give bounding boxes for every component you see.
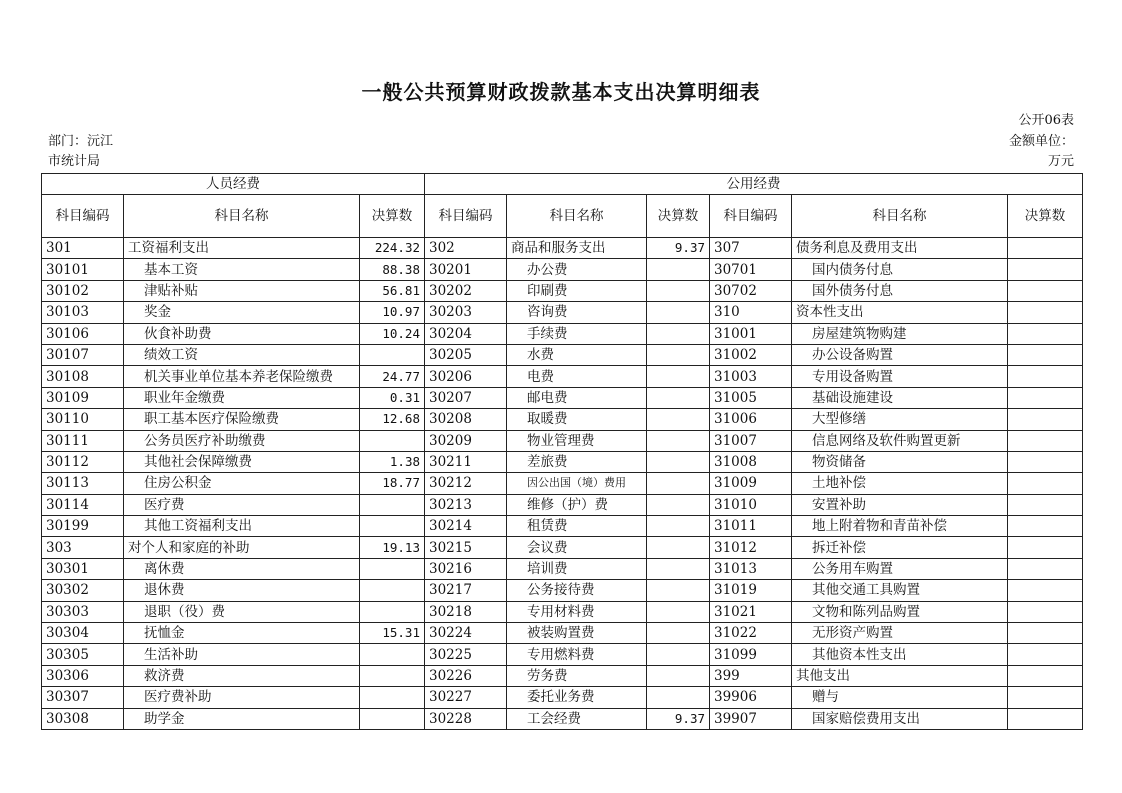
- table-row: [42, 644, 1083, 665]
- goods-services-amount-cell: [647, 473, 710, 494]
- goods-services-code-cell: 302: [425, 238, 507, 259]
- capital-other-name-cell: 办公设备购置: [792, 344, 1008, 365]
- personnel-name-cell: 津贴补贴: [124, 280, 360, 301]
- goods-services-amount-cell: [647, 430, 710, 451]
- table-row: [42, 430, 1083, 451]
- goods-services-amount-cell: [647, 537, 710, 558]
- personnel-code-cell: 30103: [42, 302, 124, 323]
- capital-other-name-cell: 文物和陈列品购置: [792, 601, 1008, 622]
- personnel-name-cell: 救济费: [124, 665, 360, 686]
- personnel-amount-cell: 15.31: [360, 623, 425, 644]
- capital-other-amount-cell: [1008, 665, 1083, 686]
- column-header-name: 科目名称: [792, 195, 1008, 238]
- department-label: 部门：沅江: [48, 134, 114, 149]
- goods-services-code-cell: 30213: [425, 494, 507, 515]
- goods-services-code-cell: 30211: [425, 451, 507, 472]
- capital-other-code-cell: 399: [710, 665, 792, 686]
- goods-services-amount-cell: [647, 409, 710, 430]
- personnel-code-cell: 30304: [42, 623, 124, 644]
- capital-other-code-cell: 31001: [710, 323, 792, 344]
- goods-services-amount-cell: [647, 687, 710, 708]
- group-header-public: 公用经费: [425, 174, 1083, 195]
- goods-services-name-cell: 会议费: [507, 537, 647, 558]
- table-body: [42, 238, 1083, 730]
- capital-other-code-cell: 30702: [710, 280, 792, 301]
- group-header-row: [42, 174, 1083, 195]
- capital-other-code-cell: 31021: [710, 601, 792, 622]
- capital-other-code-cell: 31008: [710, 451, 792, 472]
- personnel-amount-cell: [360, 708, 425, 729]
- table-row: [42, 665, 1083, 686]
- goods-services-name-cell: 水费: [507, 344, 647, 365]
- goods-services-name-cell: 商品和服务支出: [507, 238, 647, 259]
- capital-other-name-cell: 土地补偿: [792, 473, 1008, 494]
- personnel-amount-cell: 1.38: [360, 451, 425, 472]
- capital-other-code-cell: 31011: [710, 516, 792, 537]
- table-row: [42, 409, 1083, 430]
- goods-services-amount-cell: [647, 494, 710, 515]
- goods-services-code-cell: 30212: [425, 473, 507, 494]
- capital-other-code-cell: 30701: [710, 259, 792, 280]
- capital-other-code-cell: 307: [710, 238, 792, 259]
- personnel-amount-cell: 224.32: [360, 238, 425, 259]
- capital-other-name-cell: 债务利息及费用支出: [792, 238, 1008, 259]
- goods-services-code-cell: 30203: [425, 302, 507, 323]
- goods-services-name-cell: 工会经费: [507, 708, 647, 729]
- capital-other-name-cell: 其他支出: [792, 665, 1008, 686]
- personnel-name-cell: 伙食补助费: [124, 323, 360, 344]
- capital-other-name-cell: 其他资本性支出: [792, 644, 1008, 665]
- table-row: [42, 280, 1083, 301]
- table-row: [42, 537, 1083, 558]
- personnel-code-cell: 30106: [42, 323, 124, 344]
- goods-services-amount-cell: [647, 558, 710, 579]
- personnel-name-cell: 职业年金缴费: [124, 387, 360, 408]
- personnel-amount-cell: 18.77: [360, 473, 425, 494]
- column-header-amount: 决算数: [647, 195, 710, 238]
- capital-other-name-cell: 信息网络及软件购置更新: [792, 430, 1008, 451]
- personnel-amount-cell: 12.68: [360, 409, 425, 430]
- personnel-code-cell: 30111: [42, 430, 124, 451]
- goods-services-amount-cell: [647, 323, 710, 344]
- form-number: 公开06表: [1018, 113, 1074, 128]
- table-row: [42, 687, 1083, 708]
- capital-other-code-cell: 31012: [710, 537, 792, 558]
- personnel-code-cell: 30302: [42, 580, 124, 601]
- capital-other-name-cell: 资本性支出: [792, 302, 1008, 323]
- column-header-name: 科目名称: [507, 195, 647, 238]
- capital-other-code-cell: 39907: [710, 708, 792, 729]
- report-title: 一般公共预算财政拨款基本支出决算明细表: [361, 80, 761, 104]
- goods-services-code-cell: 30215: [425, 537, 507, 558]
- table-row: [42, 494, 1083, 515]
- capital-other-amount-cell: [1008, 473, 1083, 494]
- personnel-name-cell: 公务员医疗补助缴费: [124, 430, 360, 451]
- goods-services-code-cell: 30224: [425, 623, 507, 644]
- column-header-code: 科目编码: [425, 195, 507, 238]
- goods-services-name-cell: 差旅费: [507, 451, 647, 472]
- table-row: [42, 623, 1083, 644]
- capital-other-amount-cell: [1008, 259, 1083, 280]
- personnel-code-cell: 301: [42, 238, 124, 259]
- personnel-name-cell: 职工基本医疗保险缴费: [124, 409, 360, 430]
- personnel-amount-cell: [360, 494, 425, 515]
- column-header-amount: 决算数: [360, 195, 425, 238]
- capital-other-amount-cell: [1008, 644, 1083, 665]
- capital-other-amount-cell: [1008, 323, 1083, 344]
- capital-other-amount-cell: [1008, 708, 1083, 729]
- capital-other-code-cell: 31009: [710, 473, 792, 494]
- capital-other-code-cell: 31019: [710, 580, 792, 601]
- capital-other-amount-cell: [1008, 366, 1083, 387]
- personnel-name-cell: 奖金: [124, 302, 360, 323]
- goods-services-amount-cell: [647, 665, 710, 686]
- personnel-amount-cell: 56.81: [360, 280, 425, 301]
- capital-other-amount-cell: [1008, 344, 1083, 365]
- goods-services-code-cell: 30204: [425, 323, 507, 344]
- capital-other-code-cell: 39906: [710, 687, 792, 708]
- capital-other-name-cell: 专用设备购置: [792, 366, 1008, 387]
- goods-services-name-cell: 维修（护）费: [507, 494, 647, 515]
- goods-services-code-cell: 30207: [425, 387, 507, 408]
- capital-other-amount-cell: [1008, 558, 1083, 579]
- column-header-name: 科目名称: [124, 195, 360, 238]
- goods-services-name-cell: 委托业务费: [507, 687, 647, 708]
- personnel-amount-cell: [360, 665, 425, 686]
- goods-services-amount-cell: [647, 644, 710, 665]
- table-row: [42, 558, 1083, 579]
- personnel-amount-cell: 10.97: [360, 302, 425, 323]
- goods-services-amount-cell: [647, 344, 710, 365]
- capital-other-code-cell: 31010: [710, 494, 792, 515]
- goods-services-amount-cell: [647, 259, 710, 280]
- capital-other-name-cell: 拆迁补偿: [792, 537, 1008, 558]
- capital-other-amount-cell: [1008, 580, 1083, 601]
- personnel-amount-cell: [360, 430, 425, 451]
- capital-other-name-cell: 其他交通工具购置: [792, 580, 1008, 601]
- capital-other-amount-cell: [1008, 687, 1083, 708]
- goods-services-amount-cell: [647, 280, 710, 301]
- column-header-amount: 决算数: [1008, 195, 1083, 238]
- personnel-code-cell: 30307: [42, 687, 124, 708]
- goods-services-name-cell: 培训费: [507, 558, 647, 579]
- goods-services-name-cell: 专用材料费: [507, 601, 647, 622]
- personnel-amount-cell: 19.13: [360, 537, 425, 558]
- capital-other-amount-cell: [1008, 387, 1083, 408]
- goods-services-amount-cell: 9.37: [647, 708, 710, 729]
- capital-other-name-cell: 基础设施建设: [792, 387, 1008, 408]
- personnel-amount-cell: [360, 644, 425, 665]
- goods-services-name-cell: 咨询费: [507, 302, 647, 323]
- capital-other-amount-cell: [1008, 601, 1083, 622]
- personnel-code-cell: 30102: [42, 280, 124, 301]
- goods-services-amount-cell: [647, 366, 710, 387]
- goods-services-name-cell: 被装购置费: [507, 623, 647, 644]
- capital-other-name-cell: 国外债务付息: [792, 280, 1008, 301]
- capital-other-amount-cell: [1008, 238, 1083, 259]
- personnel-name-cell: 工资福利支出: [124, 238, 360, 259]
- capital-other-code-cell: 31099: [710, 644, 792, 665]
- group-header-personnel: 人员经费: [42, 174, 425, 195]
- personnel-amount-cell: [360, 558, 425, 579]
- goods-services-name-cell: 取暖费: [507, 409, 647, 430]
- goods-services-code-cell: 30201: [425, 259, 507, 280]
- goods-services-code-cell: 30225: [425, 644, 507, 665]
- goods-services-amount-cell: [647, 387, 710, 408]
- personnel-name-cell: 其他社会保障缴费: [124, 451, 360, 472]
- personnel-code-cell: 30108: [42, 366, 124, 387]
- goods-services-code-cell: 30205: [425, 344, 507, 365]
- table-row: [42, 387, 1083, 408]
- personnel-name-cell: 绩效工资: [124, 344, 360, 365]
- table-row: [42, 708, 1083, 729]
- goods-services-name-cell: 办公费: [507, 259, 647, 280]
- capital-other-name-cell: 安置补助: [792, 494, 1008, 515]
- goods-services-code-cell: 30202: [425, 280, 507, 301]
- goods-services-name-cell: 因公出国（境）费用: [507, 473, 647, 494]
- personnel-code-cell: 30114: [42, 494, 124, 515]
- personnel-code-cell: 30305: [42, 644, 124, 665]
- personnel-code-cell: 30107: [42, 344, 124, 365]
- personnel-name-cell: 机关事业单位基本养老保险缴费: [124, 366, 360, 387]
- personnel-name-cell: 生活补助: [124, 644, 360, 665]
- capital-other-amount-cell: [1008, 280, 1083, 301]
- capital-other-amount-cell: [1008, 623, 1083, 644]
- personnel-amount-cell: 0.31: [360, 387, 425, 408]
- department-name-continued: 市统计局: [48, 154, 101, 169]
- table-row: [42, 516, 1083, 537]
- goods-services-code-cell: 30208: [425, 409, 507, 430]
- personnel-name-cell: 离休费: [124, 558, 360, 579]
- personnel-name-cell: 抚恤金: [124, 623, 360, 644]
- capital-other-name-cell: 赠与: [792, 687, 1008, 708]
- column-header-code: 科目编码: [42, 195, 124, 238]
- personnel-name-cell: 医疗费: [124, 494, 360, 515]
- personnel-code-cell: 30301: [42, 558, 124, 579]
- column-header-code: 科目编码: [710, 195, 792, 238]
- personnel-amount-cell: 24.77: [360, 366, 425, 387]
- table-row: [42, 580, 1083, 601]
- capital-other-name-cell: 无形资产购置: [792, 623, 1008, 644]
- personnel-amount-cell: [360, 516, 425, 537]
- capital-other-name-cell: 国内债务付息: [792, 259, 1008, 280]
- table-row: [42, 344, 1083, 365]
- personnel-code-cell: 30306: [42, 665, 124, 686]
- goods-services-name-cell: 物业管理费: [507, 430, 647, 451]
- capital-other-name-cell: 物资储备: [792, 451, 1008, 472]
- personnel-name-cell: 对个人和家庭的补助: [124, 537, 360, 558]
- goods-services-amount-cell: 9.37: [647, 238, 710, 259]
- capital-other-code-cell: 31022: [710, 623, 792, 644]
- goods-services-code-cell: 30228: [425, 708, 507, 729]
- goods-services-code-cell: 30218: [425, 601, 507, 622]
- table-row: [42, 323, 1083, 344]
- capital-other-code-cell: 310: [710, 302, 792, 323]
- table-row: [42, 473, 1083, 494]
- capital-other-name-cell: 公务用车购置: [792, 558, 1008, 579]
- capital-other-amount-cell: [1008, 494, 1083, 515]
- goods-services-code-cell: 30217: [425, 580, 507, 601]
- personnel-code-cell: 30303: [42, 601, 124, 622]
- capital-other-amount-cell: [1008, 451, 1083, 472]
- goods-services-code-cell: 30209: [425, 430, 507, 451]
- amount-unit-label: 金额单位：: [1008, 134, 1074, 149]
- personnel-amount-cell: [360, 601, 425, 622]
- goods-services-amount-cell: [647, 302, 710, 323]
- goods-services-code-cell: 30227: [425, 687, 507, 708]
- capital-other-amount-cell: [1008, 537, 1083, 558]
- goods-services-name-cell: 专用燃料费: [507, 644, 647, 665]
- personnel-code-cell: 30308: [42, 708, 124, 729]
- personnel-code-cell: 303: [42, 537, 124, 558]
- goods-services-code-cell: 30214: [425, 516, 507, 537]
- capital-other-code-cell: 31002: [710, 344, 792, 365]
- capital-other-code-cell: 31006: [710, 409, 792, 430]
- goods-services-name-cell: 劳务费: [507, 665, 647, 686]
- amount-unit-value: 万元: [1047, 154, 1074, 169]
- personnel-amount-cell: 88.38: [360, 259, 425, 280]
- personnel-amount-cell: [360, 344, 425, 365]
- capital-other-name-cell: 大型修缮: [792, 409, 1008, 430]
- goods-services-code-cell: 30206: [425, 366, 507, 387]
- personnel-code-cell: 30110: [42, 409, 124, 430]
- table-row: [42, 238, 1083, 259]
- goods-services-amount-cell: [647, 451, 710, 472]
- capital-other-amount-cell: [1008, 302, 1083, 323]
- personnel-name-cell: 基本工资: [124, 259, 360, 280]
- personnel-name-cell: 退职（役）费: [124, 601, 360, 622]
- personnel-name-cell: 住房公积金: [124, 473, 360, 494]
- personnel-code-cell: 30199: [42, 516, 124, 537]
- capital-other-amount-cell: [1008, 430, 1083, 451]
- capital-other-name-cell: 国家赔偿费用支出: [792, 708, 1008, 729]
- goods-services-name-cell: 电费: [507, 366, 647, 387]
- table-row: [42, 451, 1083, 472]
- personnel-amount-cell: 10.24: [360, 323, 425, 344]
- goods-services-name-cell: 手续费: [507, 323, 647, 344]
- goods-services-code-cell: 30216: [425, 558, 507, 579]
- capital-other-amount-cell: [1008, 516, 1083, 537]
- personnel-code-cell: 30112: [42, 451, 124, 472]
- goods-services-name-cell: 租赁费: [507, 516, 647, 537]
- personnel-code-cell: 30101: [42, 259, 124, 280]
- personnel-code-cell: 30113: [42, 473, 124, 494]
- capital-other-code-cell: 31003: [710, 366, 792, 387]
- capital-other-code-cell: 31005: [710, 387, 792, 408]
- capital-other-code-cell: 31013: [710, 558, 792, 579]
- goods-services-name-cell: 公务接待费: [507, 580, 647, 601]
- table-row: [42, 601, 1083, 622]
- table-row: [42, 259, 1083, 280]
- column-header-row: [42, 195, 1083, 238]
- personnel-name-cell: 其他工资福利支出: [124, 516, 360, 537]
- goods-services-name-cell: 邮电费: [507, 387, 647, 408]
- expenditure-detail-table: [41, 173, 1083, 730]
- personnel-name-cell: 医疗费补助: [124, 687, 360, 708]
- table-row: [42, 366, 1083, 387]
- personnel-name-cell: 退休费: [124, 580, 360, 601]
- goods-services-amount-cell: [647, 601, 710, 622]
- goods-services-amount-cell: [647, 623, 710, 644]
- capital-other-amount-cell: [1008, 409, 1083, 430]
- goods-services-amount-cell: [647, 516, 710, 537]
- personnel-name-cell: 助学金: [124, 708, 360, 729]
- goods-services-code-cell: 30226: [425, 665, 507, 686]
- personnel-amount-cell: [360, 687, 425, 708]
- table-row: [42, 302, 1083, 323]
- goods-services-amount-cell: [647, 580, 710, 601]
- personnel-code-cell: 30109: [42, 387, 124, 408]
- goods-services-name-cell: 印刷费: [507, 280, 647, 301]
- capital-other-code-cell: 31007: [710, 430, 792, 451]
- capital-other-name-cell: 地上附着物和青苗补偿: [792, 516, 1008, 537]
- personnel-amount-cell: [360, 580, 425, 601]
- capital-other-name-cell: 房屋建筑物购建: [792, 323, 1008, 344]
